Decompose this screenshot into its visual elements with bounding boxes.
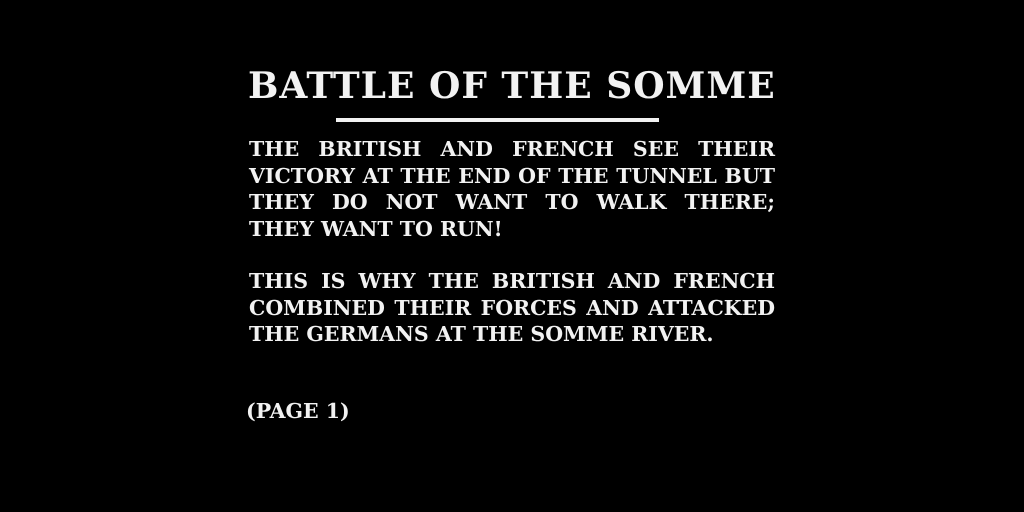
page-title: BATTLE OF THE SOMME xyxy=(248,65,776,107)
title-divider xyxy=(336,118,659,122)
story-paragraph-1: THE BRITISH AND FRENCH SEE THEIR VICTORY AT THE END OF THE TUNNEL BUT THEY DO NOT WANT TO WALK THERE; THEY WANT TO RUN! xyxy=(249,137,775,241)
page-indicator: (PAGE 1) xyxy=(246,399,350,423)
story-paragraph-2: THIS IS WHY THE BRITISH AND FRENCH COMBINED THEIR FORCES AND ATTACKED THE GERMANS AT THE SOMME RIVER. xyxy=(249,269,775,346)
